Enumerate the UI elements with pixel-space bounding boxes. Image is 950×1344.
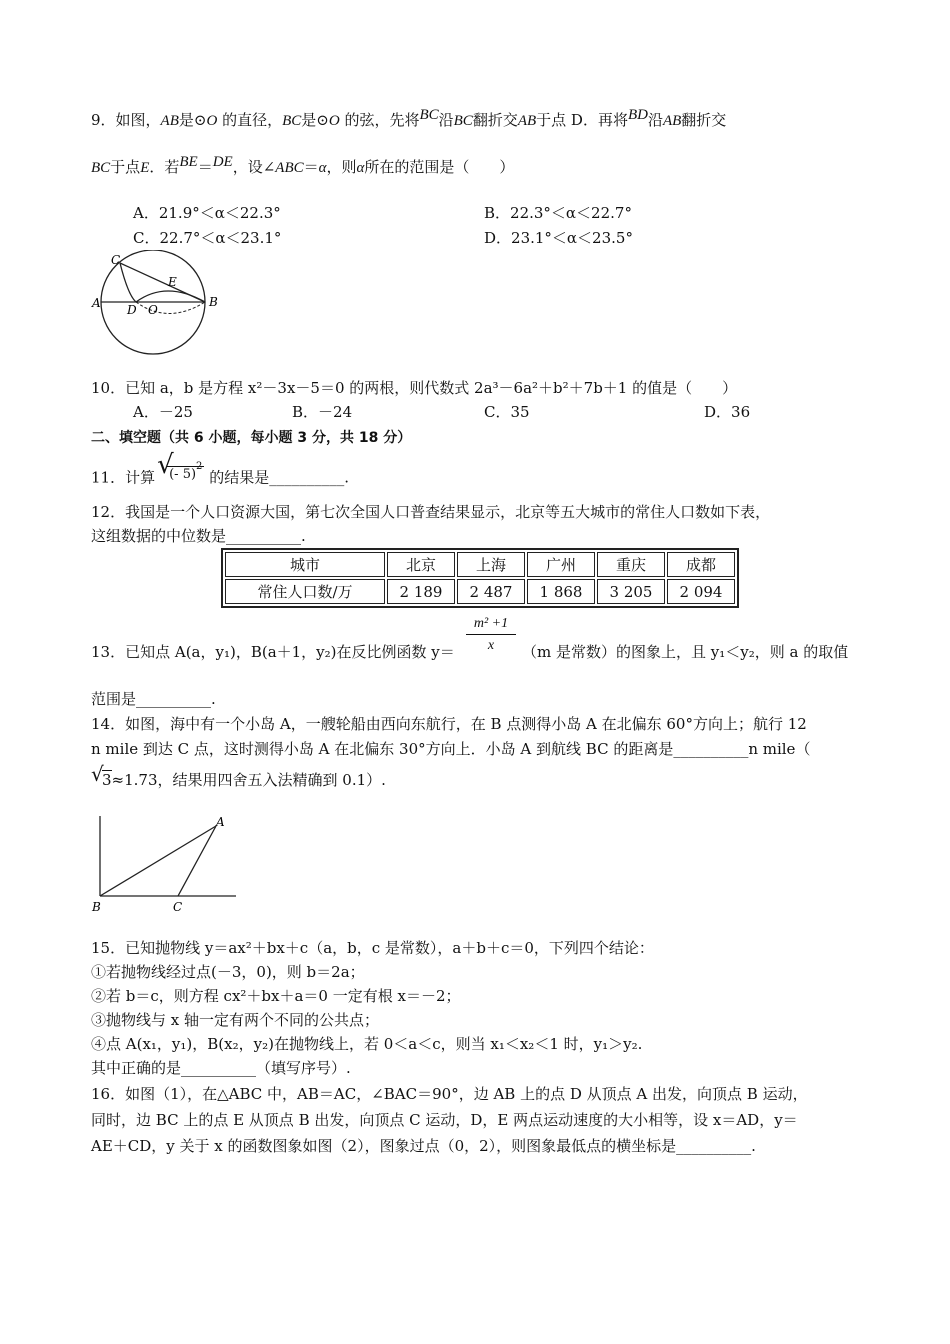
q14-triangle-figure bbox=[88, 812, 243, 917]
q10-option-d: D．36 bbox=[704, 403, 751, 421]
q14-sqrt: √ 3 bbox=[91, 762, 112, 789]
q14-label-b: B bbox=[92, 900, 101, 914]
q16-line-1: 16．如图（1），在△ABC 中，AB＝AC，∠BAC＝90°，边 AB 上的点 D 从顶点 A 出发，向顶点 B 运动， bbox=[91, 1085, 808, 1103]
table-header-guangzhou: 广州 bbox=[527, 552, 595, 577]
q13-line1: 13．已知点 A(a，y₁)，B(a＋1，y₂)在反比例函数 y＝ bbox=[91, 643, 455, 661]
q10-option-b: B．－24 bbox=[292, 403, 353, 421]
q10-option-a: A．－25 bbox=[133, 403, 193, 421]
q9-label-a: A bbox=[92, 296, 101, 310]
q16-line-3: AE＋CD，y 关于 x 的函数图象如图（2），图象过点（0，2），则图象最低点的横坐标是__________. bbox=[91, 1137, 756, 1155]
table-header-beijing: 北京 bbox=[387, 552, 455, 577]
q9-label-o: O bbox=[148, 303, 158, 317]
section-2-heading: 二、填空题（共 6 小题，每小题 3 分，共 18 分） bbox=[91, 430, 412, 446]
q9-line1: 9．如图，AB是⊙O 的直径，BC是⊙O 的弦，先将BC沿BC翻折交AB于点 D．再将BD沿AB翻折交 bbox=[91, 107, 727, 129]
table-cell: 1 868 bbox=[527, 579, 595, 604]
arc-be: BE bbox=[179, 154, 198, 170]
q10-text: 10．已知 a，b 是方程 x²－3x－5＝0 的两根，则代数式 2a³－6a²＋b²＋7b＋1 的值是（ ） bbox=[91, 379, 738, 397]
q9-label-b: B bbox=[209, 295, 218, 309]
table-header-chongqing: 重庆 bbox=[597, 552, 665, 577]
q10-option-c: C．35 bbox=[484, 403, 530, 421]
table-header-row bbox=[225, 552, 735, 577]
q9-option-a: A．21.9°＜α＜22.3° bbox=[133, 204, 281, 222]
q9-label-e: E bbox=[168, 275, 177, 289]
q14-line1: 14．如图，海中有一个小岛 A，一艘轮船由西向东航行，在 B 点测得小岛 A 在北偏东 60°方向上；航行 12 bbox=[91, 715, 807, 733]
q13-line1-rest: （m 是常数）的图象上，且 y₁＜y₂，则 a 的取值 bbox=[522, 643, 849, 661]
table-header-city: 城市 bbox=[225, 552, 385, 577]
q12-line1: 12．我国是一个人口资源大国，第七次全国人口普查结果显示，北京等五大城市的常住人口数如下表， bbox=[91, 503, 771, 521]
table-cell: 2 189 bbox=[387, 579, 455, 604]
q14-label-c: C bbox=[173, 900, 183, 914]
q11-sqrt: √ (- 5)$^2$ bbox=[157, 450, 203, 483]
q15-line-6: 其中正确的是__________（填写序号）. bbox=[91, 1059, 351, 1077]
q13-line2: 范围是__________. bbox=[91, 690, 216, 708]
q15-line-1: 15．已知抛物线 y＝ax²＋bx＋c（a，b，c 是常数），a＋b＋c＝0，下列四个结论： bbox=[91, 939, 654, 957]
table-row bbox=[225, 579, 735, 604]
q13-numerator: m² +1 bbox=[466, 614, 516, 635]
q9-label-d: D bbox=[127, 303, 137, 317]
arc-de: DE bbox=[212, 154, 233, 170]
q9-option-d: D．23.1°＜α＜23.5° bbox=[484, 229, 633, 247]
table-header-chengdu: 成都 bbox=[667, 552, 735, 577]
q15-line-2: ①若抛物线经过点(－3，0)，则 b＝2a； bbox=[91, 963, 365, 981]
q14-line2: n mile 到达 C 点，这时测得小岛 A 在北偏东 30°方向上．小岛 A 到航线 BC 的距离是__________n mile（ bbox=[91, 740, 811, 758]
q14-label-a: A bbox=[216, 815, 225, 829]
q16-line-2: 同时，边 BC 上的点 E 从顶点 B 出发，向顶点 C 运动，D，E 两点运动速度的大小相等，设 x＝AD，y＝ bbox=[91, 1111, 798, 1129]
q13-denominator: x bbox=[487, 638, 495, 653]
table-header-shanghai: 上海 bbox=[457, 552, 525, 577]
arc-bc: BC bbox=[419, 107, 439, 123]
q9-label-c: C bbox=[111, 253, 121, 267]
q15-line-4: ③抛物线与 x 轴一定有两个不同的公共点； bbox=[91, 1011, 379, 1029]
table-cell: 2 094 bbox=[667, 579, 735, 604]
q9-option-b: B．22.3°＜α＜22.7° bbox=[484, 204, 632, 222]
q15-line-5: ④点 A(x₁，y₁)，B(x₂，y₂)在抛物线上，若 0＜a＜c，则当 x₁＜x₂＜1 时，y₁＞y₂. bbox=[91, 1035, 643, 1053]
table-cell: 3 205 bbox=[597, 579, 665, 604]
q13-fraction bbox=[466, 614, 516, 657]
q9-option-c: C．22.7°＜α＜23.1° bbox=[133, 229, 282, 247]
q14-line3: √ 3≈1.73，结果用四舍五入法精确到 0.1）. bbox=[91, 762, 386, 789]
table-cell: 2 487 bbox=[457, 579, 525, 604]
q11-text: 11．计算 √ (- 5)$^2$ 的结果是__________. bbox=[91, 465, 349, 489]
arc-bd: BD bbox=[627, 107, 648, 123]
population-table bbox=[221, 548, 739, 608]
q9-line2: BC于点E．若BE＝DE，设∠ABC＝α，则α所在的范围是（ ） bbox=[91, 154, 515, 176]
q15-line-3: ②若 b＝c，则方程 cx²＋bx＋a＝0 一定有根 x＝－2； bbox=[91, 987, 461, 1005]
table-row-label: 常住人口数/万 bbox=[225, 579, 385, 604]
q9-circle-figure bbox=[88, 250, 223, 360]
q12-line2: 这组数据的中位数是__________. bbox=[91, 527, 306, 545]
